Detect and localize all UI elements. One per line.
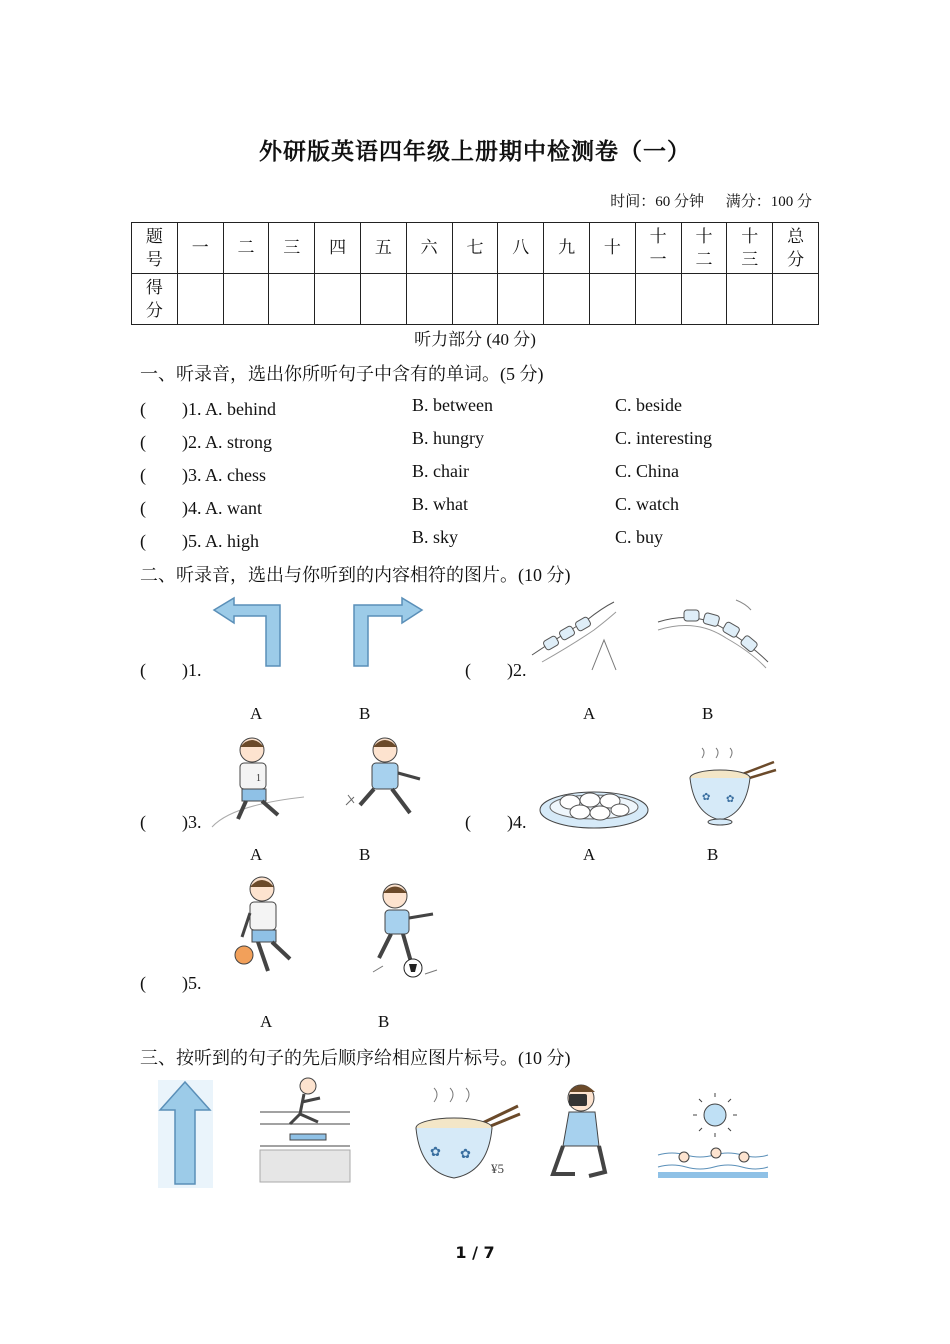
p2-q4-label-a: A [583,845,596,864]
score-cell[interactable] [315,274,361,325]
turn-right-arrow-icon [350,598,425,670]
part2-title: 二、听录音，选出与你听到的内容相符的图片。(10 分) [140,565,571,585]
score-table-score-row [132,274,819,325]
score-col-total: 总分 [773,223,819,274]
p2-q2-label-b: B [702,704,714,723]
swimming-sun-icon [658,1093,768,1183]
score-table-row2-label: 得分 [132,274,178,325]
p1-q2-c: C. interesting [615,428,712,448]
score-col-4: 四 [315,223,361,274]
score-col-11: 十一 [635,223,681,274]
p1-q5-a: ( )5. A. high [140,531,259,551]
p2-q1-label: ( )1. [140,660,202,680]
p2-q3-label-a: A [250,845,263,864]
boy-running-icon [212,735,304,827]
p2-q4-label: ( )4. [465,812,527,832]
score-cell[interactable] [589,274,635,325]
p1-q1-c: C. beside [615,395,682,415]
score-col-8: 八 [498,223,544,274]
score-col-13: 十三 [727,223,773,274]
score-col-6: 六 [406,223,452,274]
p2-q2-label-a: A [583,704,596,723]
svg-text:✿: ✿ [702,792,711,803]
p1-q3-c: C. China [615,461,680,481]
score-col-10: 十 [589,223,635,274]
go-straight-arrow-icon [158,1080,213,1188]
p2-q5-label-a: A [260,1012,273,1031]
score-cell[interactable] [544,274,590,325]
score-cell[interactable] [223,274,269,325]
long-jump-icon [260,1076,350,1186]
score-col-9: 九 [544,223,590,274]
boy-basketball-icon [228,875,298,983]
p1-q4-b: B. what [412,494,468,514]
photographer-icon [545,1082,615,1182]
p2-q3-label-b: B [359,845,371,864]
p1-q2-a: ( )2. A. strong [140,432,272,452]
score-cell[interactable] [498,274,544,325]
svg-text:1: 1 [256,773,261,784]
dumplings-plate-icon [538,780,650,830]
score-col-1: 一 [177,223,223,274]
boy-running-b-icon [340,735,432,827]
p2-q2-label: ( )2. [465,660,527,680]
p1-q4-a: ( )4. A. want [140,498,262,518]
svg-text:✿: ✿ [726,794,735,805]
p1-q1-a: ( )1. A. behind [140,399,276,419]
boy-football-icon [365,880,450,980]
listening-heading: 听力部分 (40 分) [414,330,536,349]
noodle-bowl-price-icon [412,1088,522,1180]
p1-q4-c: C. watch [615,494,679,514]
score-cell[interactable] [727,274,773,325]
svg-text:✿: ✿ [430,1144,441,1159]
p1-q3-b: B. chair [412,461,469,481]
score-col-12: 十二 [681,223,727,274]
score-cell[interactable] [452,274,498,325]
score-cell[interactable] [269,274,315,325]
score-col-3: 三 [269,223,315,274]
page-title: 外研版英语四年级上册期中检测卷（一） [259,139,691,165]
train-down-hill-icon [656,600,771,670]
score-cell[interactable] [681,274,727,325]
p1-q2-b: B. hungry [412,428,484,448]
p2-q4-label-b: B [707,845,719,864]
score-cell[interactable] [177,274,223,325]
part1-title: 一、听录音，选出你所听句子中含有的单词。(5 分) [140,364,544,384]
price-label: ¥5 [491,1161,504,1176]
score-cell[interactable] [360,274,406,325]
turn-left-arrow-icon [212,598,287,670]
exam-full-score: 满分：100 分 [725,194,812,210]
score-col-2: 二 [223,223,269,274]
page-number: 1 / 7 [455,1243,495,1262]
part3-title: 三、按听到的句子的先后顺序给相应图片标号。(10 分) [140,1048,571,1068]
score-table-row1-label: 题号 [132,223,178,274]
p1-q3-a: ( )3. A. chess [140,465,266,485]
train-up-hill-icon [532,600,617,670]
score-table-header-row [132,223,819,274]
p1-q5-c: C. buy [615,527,664,547]
score-table [131,222,819,325]
score-cell[interactable] [406,274,452,325]
exam-info [592,190,812,211]
score-cell[interactable] [773,274,819,325]
p2-q5-label: ( )5. [140,973,202,993]
p2-q1-label-b: B [359,704,371,723]
p1-q5-b: B. sky [412,527,459,547]
p2-q3-label: ( )3. [140,812,202,832]
p2-q5-label-b: B [378,1012,390,1031]
score-col-5: 五 [360,223,406,274]
exam-time: 时间：60 分钟 [610,194,704,210]
score-col-7: 七 [452,223,498,274]
svg-text:✿: ✿ [460,1146,471,1161]
p1-q1-b: B. between [412,395,493,415]
noodle-bowl-icon [688,748,776,828]
score-cell[interactable] [635,274,681,325]
p2-q1-label-a: A [250,704,263,723]
